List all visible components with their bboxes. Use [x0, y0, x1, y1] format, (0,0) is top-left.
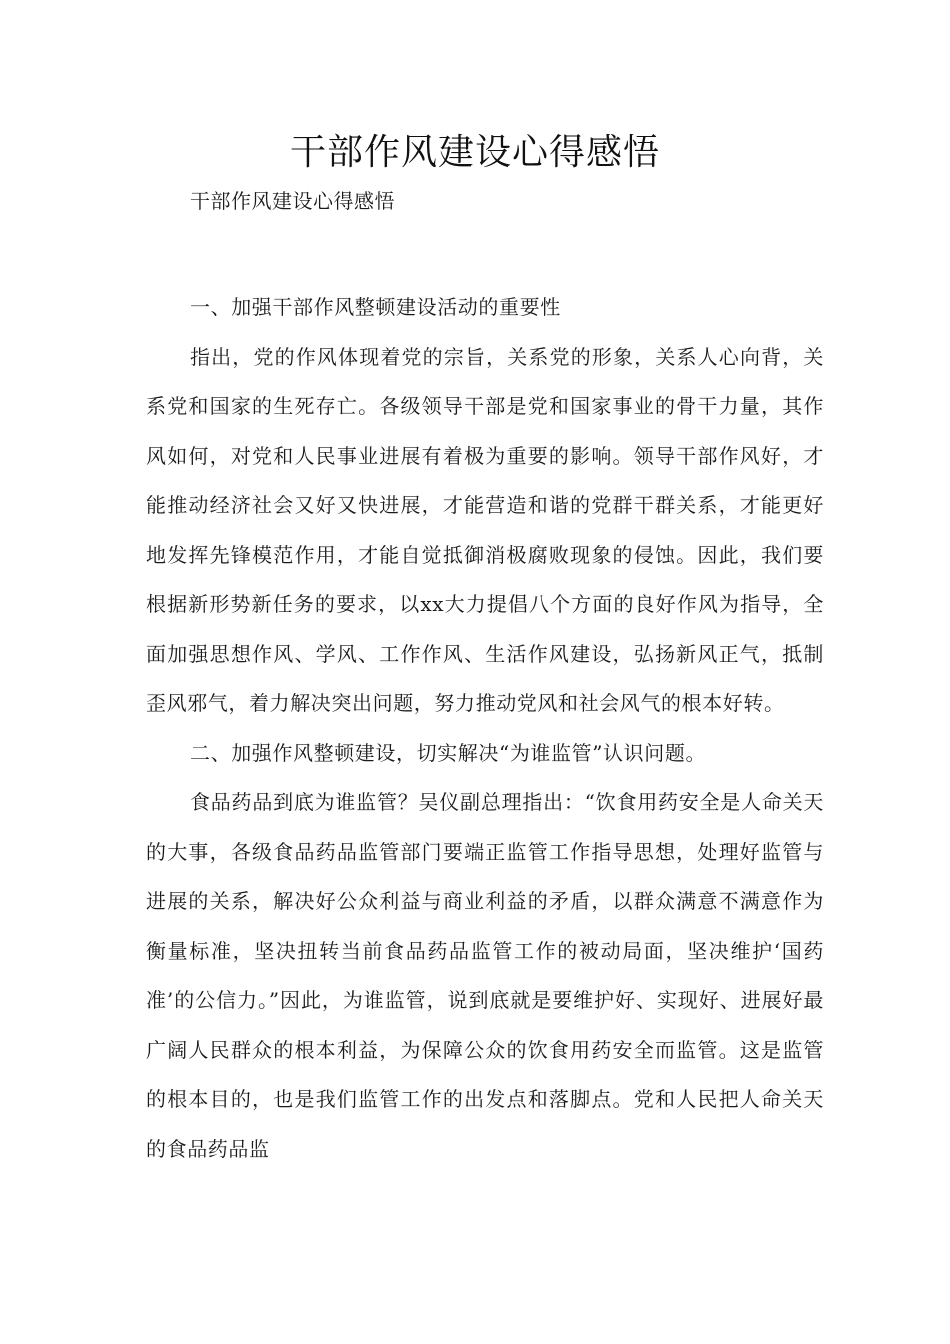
document-title: 干部作风建设心得感悟	[289, 132, 660, 173]
body-paragraph: 食品药品到底为谁监管？吴仪副总理指出：“饮食用药安全是人命关天的大事，各级食品药品监管部门要端正监管工作指导思想，处理好监管与进展的关系，解决好公众利益与商业利益的矛盾，以群众满意不满意作为衡量标准，坚决扭转当前食品药品监管工作的被动局面，坚决维护‘国药准’的公信力。”因此，为谁监管，说到底就是要维护好、实现好、进展好最广阔人民群众的根本利益，为保障公众的饮食用药安全而监管。这是监管的根本目的，也是我们监管工作的出发点和落脚点。党和人民把人命关天的食品药品监	[146, 790, 824, 1161]
section-heading-1: 一、加强干部作风整顿建设活动的重要性	[190, 295, 561, 319]
body-paragraph: 指出，党的作风体现着党的宗旨，关系党的形象，关系人心向背，关系党和国家的生死存亡。各级领导干部是党和国家事业的骨干力量，其作风如何，对党和人民事业进展有着极为重要的影响。领导干部作风好，才能推动经济社会又好又快进展，才能营造和谐的党群干群关系，才能更好地发挥先锋模范作用，才能自觉抵御消极腐败现象的侵蚀。因此，我们要根据新形势新任务的要求，以xx大力提倡八个方面的良好作风为指导，全面加强思想作风、学风、工作作风、生活作风建设，弘扬新风正气，抵制歪风邪气，着力解决突出问题，努力推动党风和社会风气的根本好转。	[146, 344, 824, 715]
document-subtitle: 干部作风建设心得感悟	[190, 189, 395, 213]
document-body	[146, 283, 824, 1174]
section-heading-2: 二、加强作风整顿建设，切实解决“为谁监管”认识问题。	[190, 740, 707, 765]
